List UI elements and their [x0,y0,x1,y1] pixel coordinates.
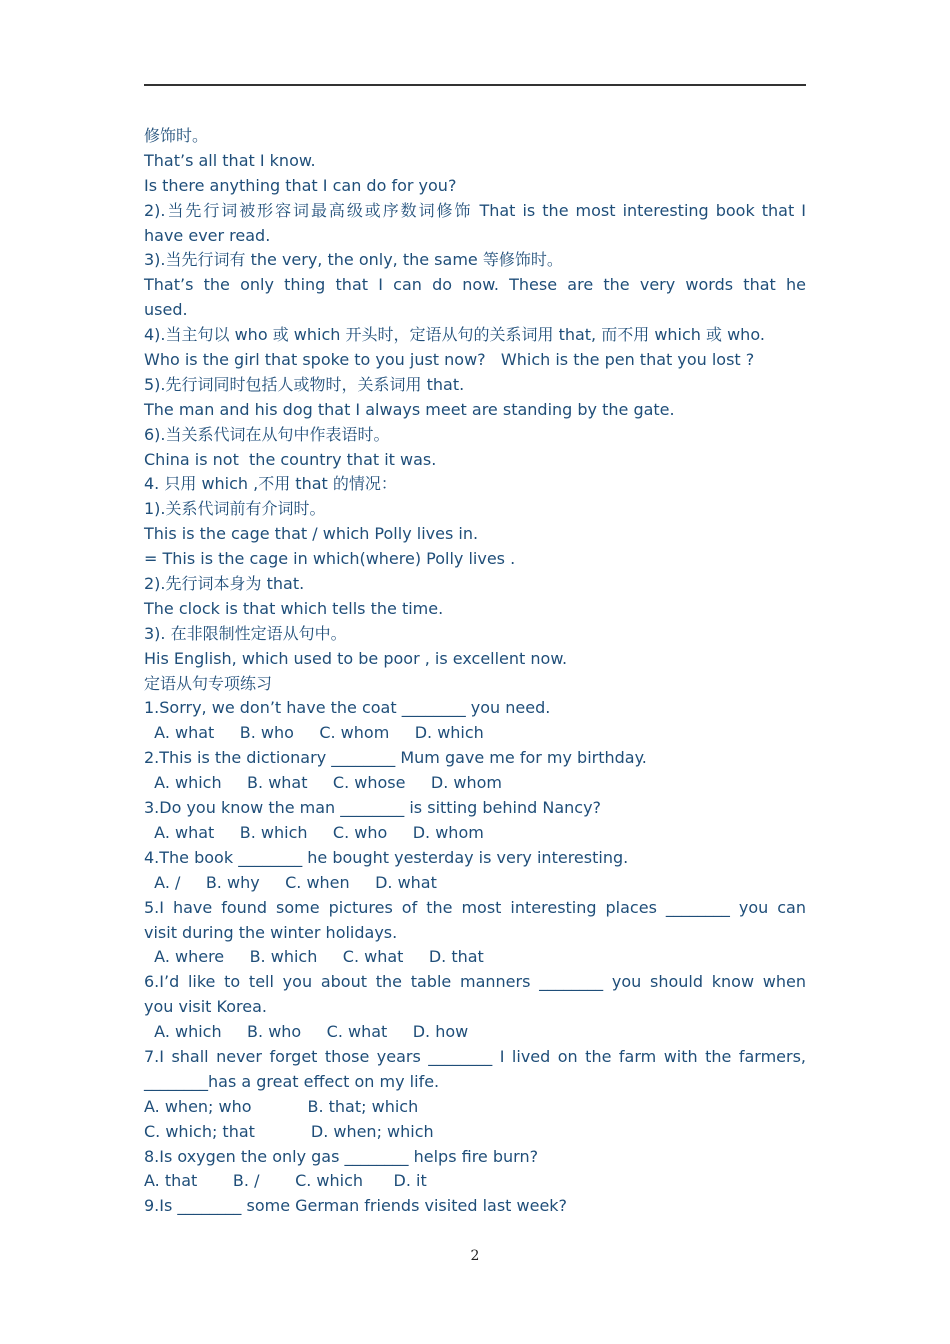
section-heading: 定语从句专项练习 [144,673,273,693]
text-line: 5).先行词同时包括人或物时，关系词用 that. [144,374,465,394]
answer-options: A. which B. who C. what D. how [144,1022,469,1042]
question-line: visit during the winter holidays. [144,922,398,942]
text-line: China is not the country that it was. [144,449,437,469]
question-line: 1.Sorry, we don’t have the coat ________ you need. [144,698,551,718]
question-line: 3.Do you know the man ________ is sitting behind Nancy? [144,798,602,818]
text-line: 1).关系代词前有介词时。 [144,499,326,519]
question-line: 7.I shall never forget those years ________ I lived on the farm with the farmers, [144,1046,806,1066]
text-line: 3). 在非限制性定语从句中。 [144,623,347,643]
text-line: 4).当主句以 who 或 which 开头时，定语从句的关系词用 that, 而不用 which 或 who. [144,325,765,345]
text-line: have ever read. [144,225,271,245]
question-line: 6.I’d like to tell you about the table manners ________ you should know when [144,972,806,992]
text-line: 2).当先行词被形容词最高级或序数词修饰 That is the most interesting book that I [144,200,806,220]
text-line: 6).当关系代词在从句中作表语时。 [144,424,390,444]
text-line: 3).当先行词有 the very, the only, the same 等修饰时。 [144,250,563,270]
question-line: 4.The book ________ he bought yesterday is very interesting. [144,847,629,867]
text-line: = This is the cage in which(where) Polly lives . [144,549,516,569]
answer-options: A. that B. / C. which D. it [144,1171,427,1191]
question-line: you visit Korea. [144,997,267,1017]
answer-options: A. which B. what C. whose D. whom [144,773,502,793]
answer-options: A. what B. which C. who D. whom [144,822,484,842]
text-line: The man and his dog that I always meet are standing by the gate. [144,399,675,419]
text-line: That’s the only thing that I can do now. These are the very words that he [144,275,806,295]
question-line: 2.This is the dictionary ________ Mum gave me for my birthday. [144,748,647,768]
answer-options: A. / B. why C. when D. what [144,872,437,892]
text-line: This is the cage that / which Polly lives in. [144,524,479,544]
text-line: 2).先行词本身为 that. [144,574,305,594]
answer-options: A. where B. which C. what D. that [144,947,484,967]
section-heading: 4. 只用 which ,不用 that 的情况： [144,474,397,494]
question-line: ________has a great effect on my life. [144,1071,440,1091]
text-line: Who is the girl that spoke to you just now? Which is the pen that you lost ? [144,350,755,370]
text-line: His English, which used to be poor , is excellent now. [144,648,568,668]
question-line: 5.I have found some pictures of the most interesting places ________ you can [144,897,806,917]
text-line: used. [144,300,188,320]
page-number: 2 [470,1248,480,1264]
answer-options: A. what B. who C. whom D. which [144,723,484,743]
header-rule [144,84,806,86]
question-line: 8.Is oxygen the only gas ________ helps fire burn? [144,1146,539,1166]
document-body [144,124,806,1219]
text-line: That’s all that I know. [144,150,316,170]
text-line: Is there anything that I can do for you? [144,175,457,195]
answer-options: A. when; who B. that; which [144,1096,419,1116]
text-line: The clock is that which tells the time. [144,598,444,618]
text-line: 修饰时。 [144,126,209,145]
question-line: 9.Is ________ some German friends visited last week? [144,1196,568,1216]
answer-options: C. which; that D. when; which [144,1121,434,1141]
